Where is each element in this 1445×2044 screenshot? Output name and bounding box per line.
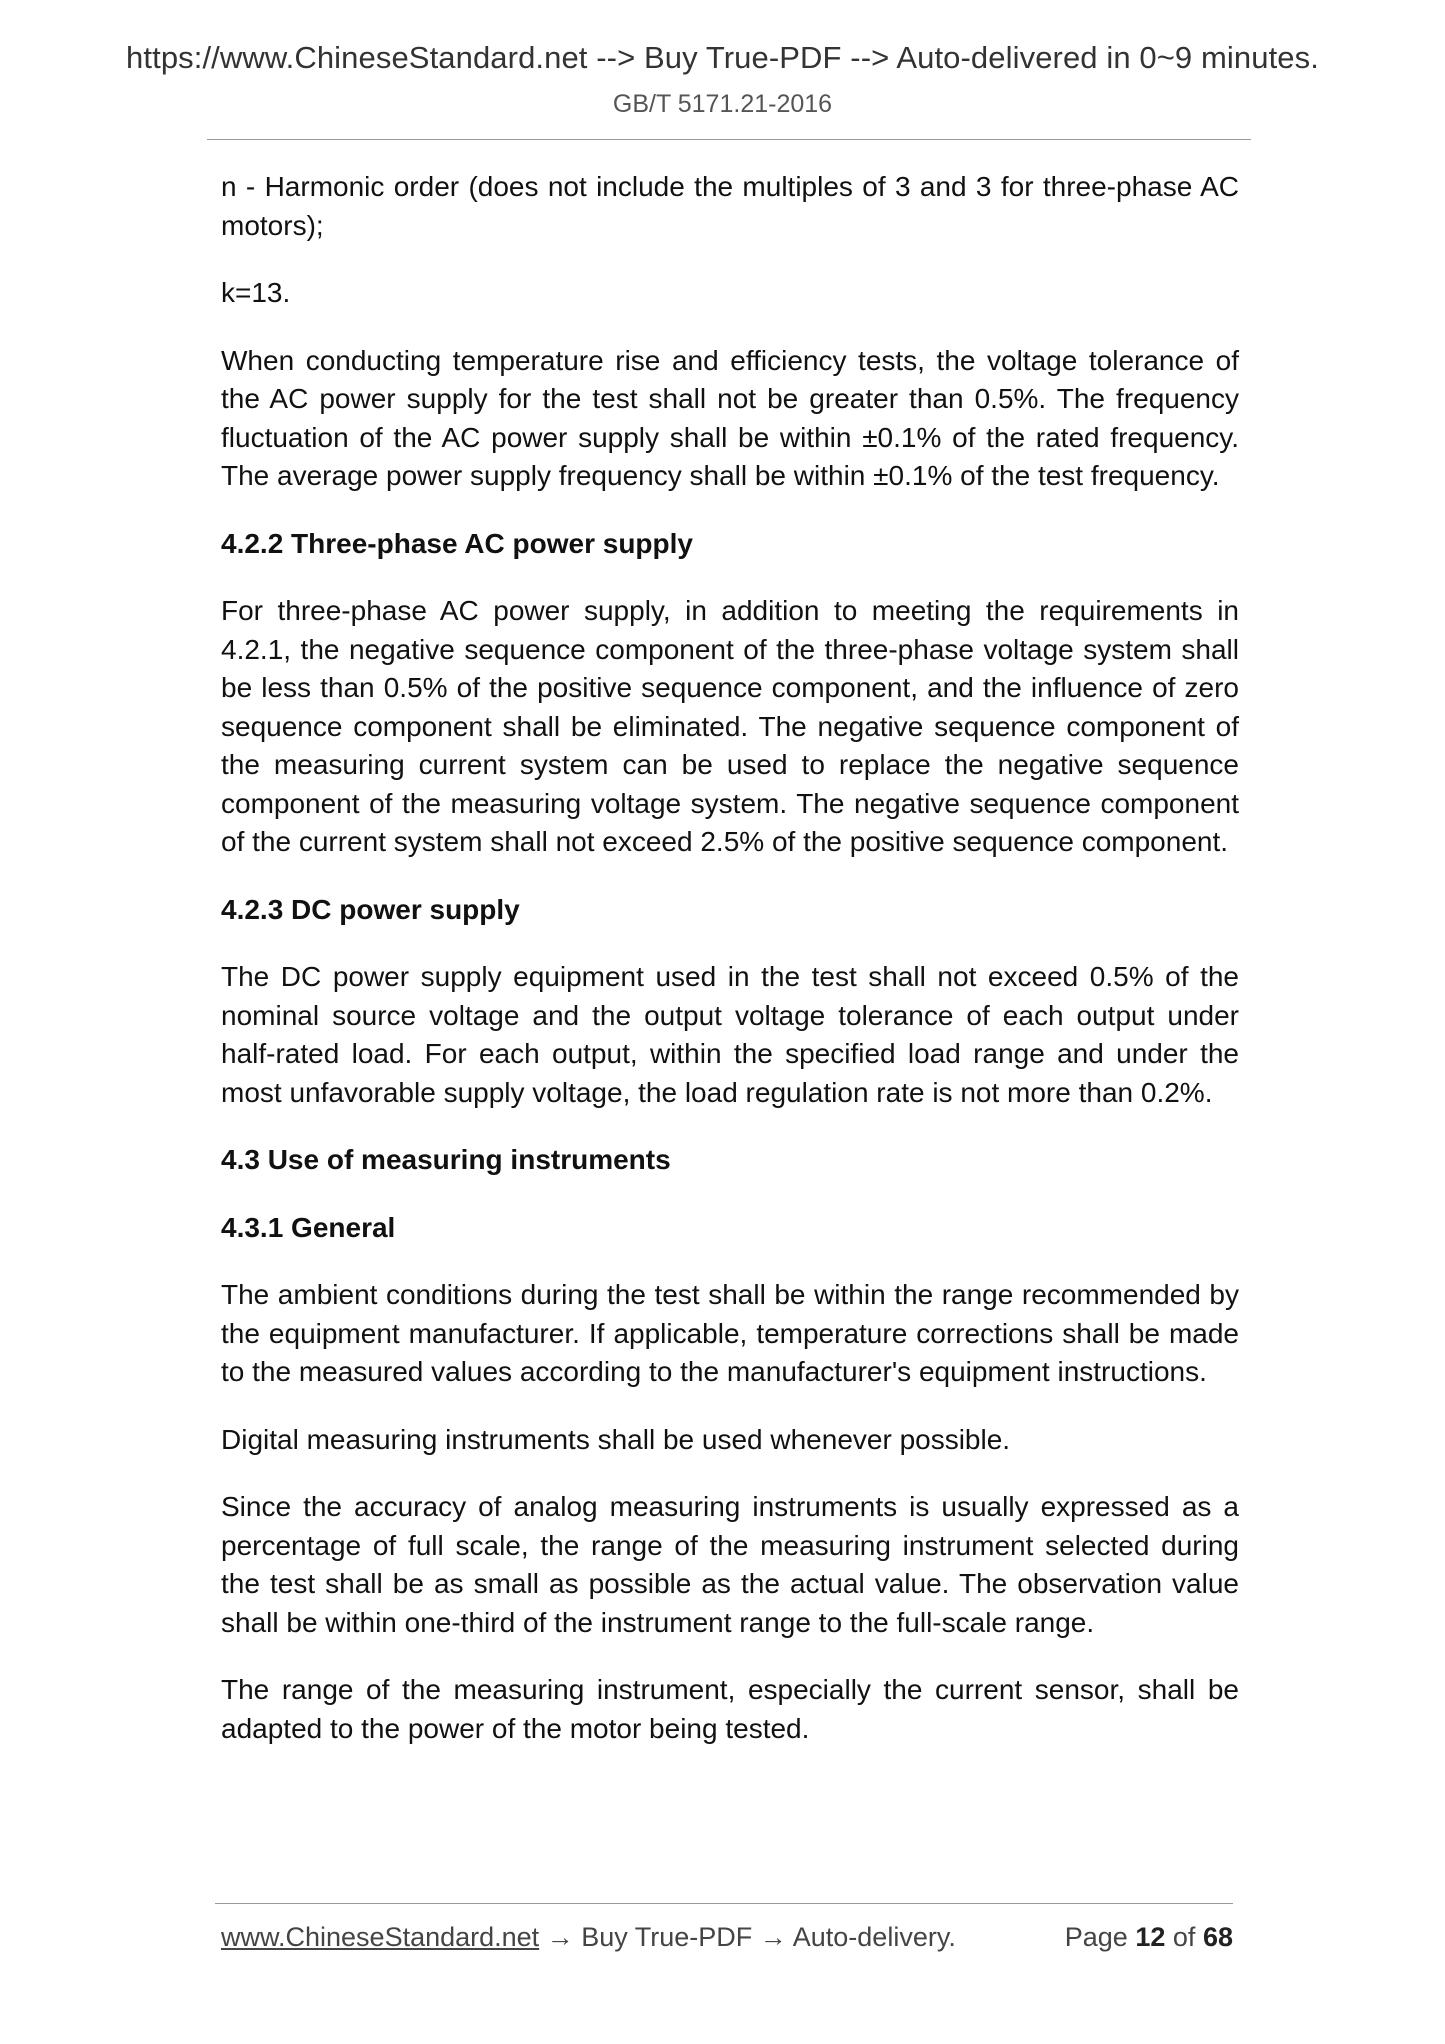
page-indicator <box>1065 1922 1233 1953</box>
top-banner: https://www.ChineseStandard.net --> Buy True-PDF --> Auto-delivered in 0~9 minutes. <box>126 40 1319 75</box>
document-body <box>221 168 1239 1777</box>
page-footer <box>221 1922 1233 1953</box>
paragraph-instrument-range: The range of the measuring instrument, especially the current sensor, shall be adapted to the power of the motor being tested. <box>221 1674 1239 1744</box>
paragraph-voltage-tolerance: When conducting temperature rise and efficiency tests, the voltage tolerance of the AC power supply for the test shall not be greater than 0.5%. The frequency fluctuation of the AC power supply shall be within ±0.1% of the rated frequency. The average power supply frequency shall be within ±0.1% of the test frequency. <box>221 344 1239 491</box>
paragraph-analog-accuracy: Since the accuracy of analog measuring instruments is usually expressed as a percentage of full scale, the range of the measuring instrument selected during the test shall be as small as possible as the actual value. The observation value shall be within one-third of the instrument range to the full-scale range. <box>221 1491 1239 1638</box>
paragraph-dc-supply: The DC power supply equipment used in the test shall not exceed 0.5% of the nominal source voltage and the output voltage tolerance of each output under half-rated load. For each output, within the specified load range and under the most unfavorable supply voltage, the load regulation rate is not more than 0.2%. <box>221 961 1239 1108</box>
standard-code: GB/T 5171.21-2016 <box>612 90 833 118</box>
page-number: 12 <box>1135 1922 1166 1952</box>
footer-tagline: → Buy True-PDF → Auto-delivery. <box>546 1922 956 1952</box>
footer-divider <box>215 1903 1233 1904</box>
paragraph-k-value: k=13. <box>221 277 291 308</box>
of-word: of <box>1172 1922 1196 1952</box>
paragraph-digital-instruments: Digital measuring instruments shall be used whenever possible. <box>221 1423 1011 1455</box>
paragraph-harmonic-order: n - Harmonic order (does not include the multiples of 3 and 3 for three-phase AC motors); <box>221 171 1239 241</box>
paragraph-ambient-conditions: The ambient conditions during the test shall be within the range recommended by the equipment manufacturer. If applicable, temperature corrections shall be made to the measured values according to the manufacturer's equipment instructions. <box>221 1279 1239 1387</box>
heading-4-2-2: 4.2.2 Three-phase AC power supply <box>221 527 693 559</box>
heading-4-3: 4.3 Use of measuring instruments <box>221 1144 671 1175</box>
heading-4-2-3: 4.2.3 DC power supply <box>221 893 520 925</box>
paragraph-three-phase: For three-phase AC power supply, in addition to meeting the requirements in 4.2.1, the negative sequence component of the three-phase voltage system shall be less than 0.5% of the positive sequence component, and the influence of zero sequence component shall be eliminated. The negative sequence component of the measuring current system can be used to replace the negative sequence component of the measuring voltage system. The negative sequence component of the current system shall not exceed 2.5% of the positive sequence component. <box>221 595 1239 857</box>
site-link[interactable]: www.ChineseStandard.net <box>221 1922 540 1952</box>
page-total: 68 <box>1202 1922 1233 1952</box>
page-word: Page <box>1064 1922 1128 1952</box>
header-divider <box>207 139 1251 140</box>
footer-left <box>221 1922 956 1953</box>
heading-4-3-1: 4.3.1 General <box>221 1211 396 1243</box>
